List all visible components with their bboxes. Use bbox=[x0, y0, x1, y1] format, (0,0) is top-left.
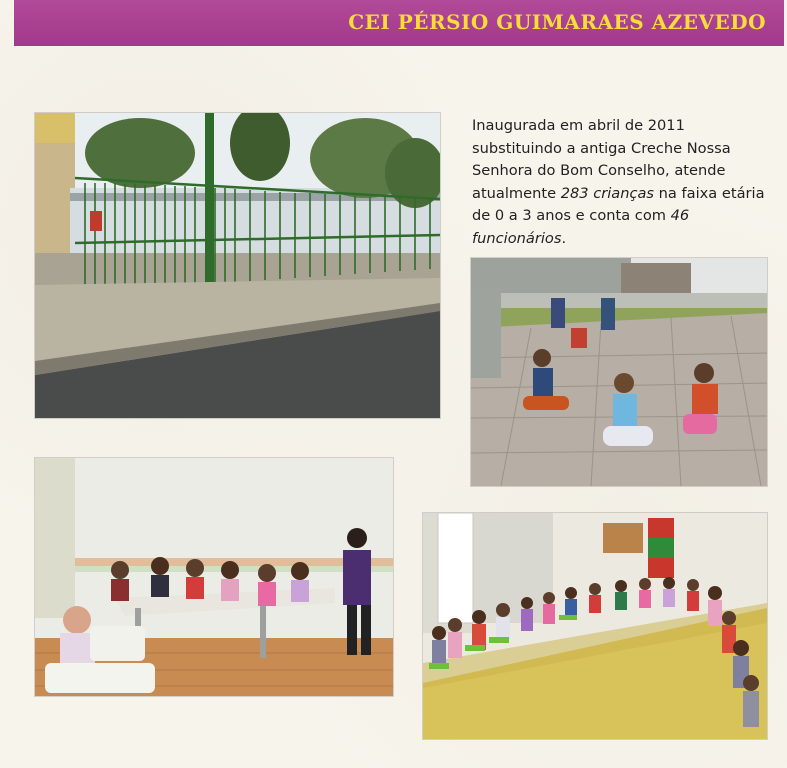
photo-children-seated-in-classroom bbox=[423, 513, 767, 739]
intro-text-part2: na faixa etária de 0 a 3 anos e conta com bbox=[472, 184, 765, 224]
header-bar bbox=[14, 0, 784, 46]
children-count: 283 crianças bbox=[560, 184, 655, 202]
photo-children-riding-toys-yard bbox=[471, 258, 767, 486]
intro-text-part1: Inaugurada em abril de 2011 substituindo a antiga Creche Nossa Senhora do Bom Conselho, atende atualmente bbox=[472, 117, 731, 202]
intro-paragraph bbox=[472, 115, 767, 250]
page-title: CEI PÉRSIO GUIMARAES AZEVEDO bbox=[348, 10, 766, 34]
staff-count: 46 funcionários bbox=[472, 207, 690, 247]
photo-babies-at-table-with-teacher bbox=[35, 458, 393, 696]
photo-street-fence-trees bbox=[35, 113, 440, 418]
intro-text-part3: . bbox=[561, 229, 567, 247]
